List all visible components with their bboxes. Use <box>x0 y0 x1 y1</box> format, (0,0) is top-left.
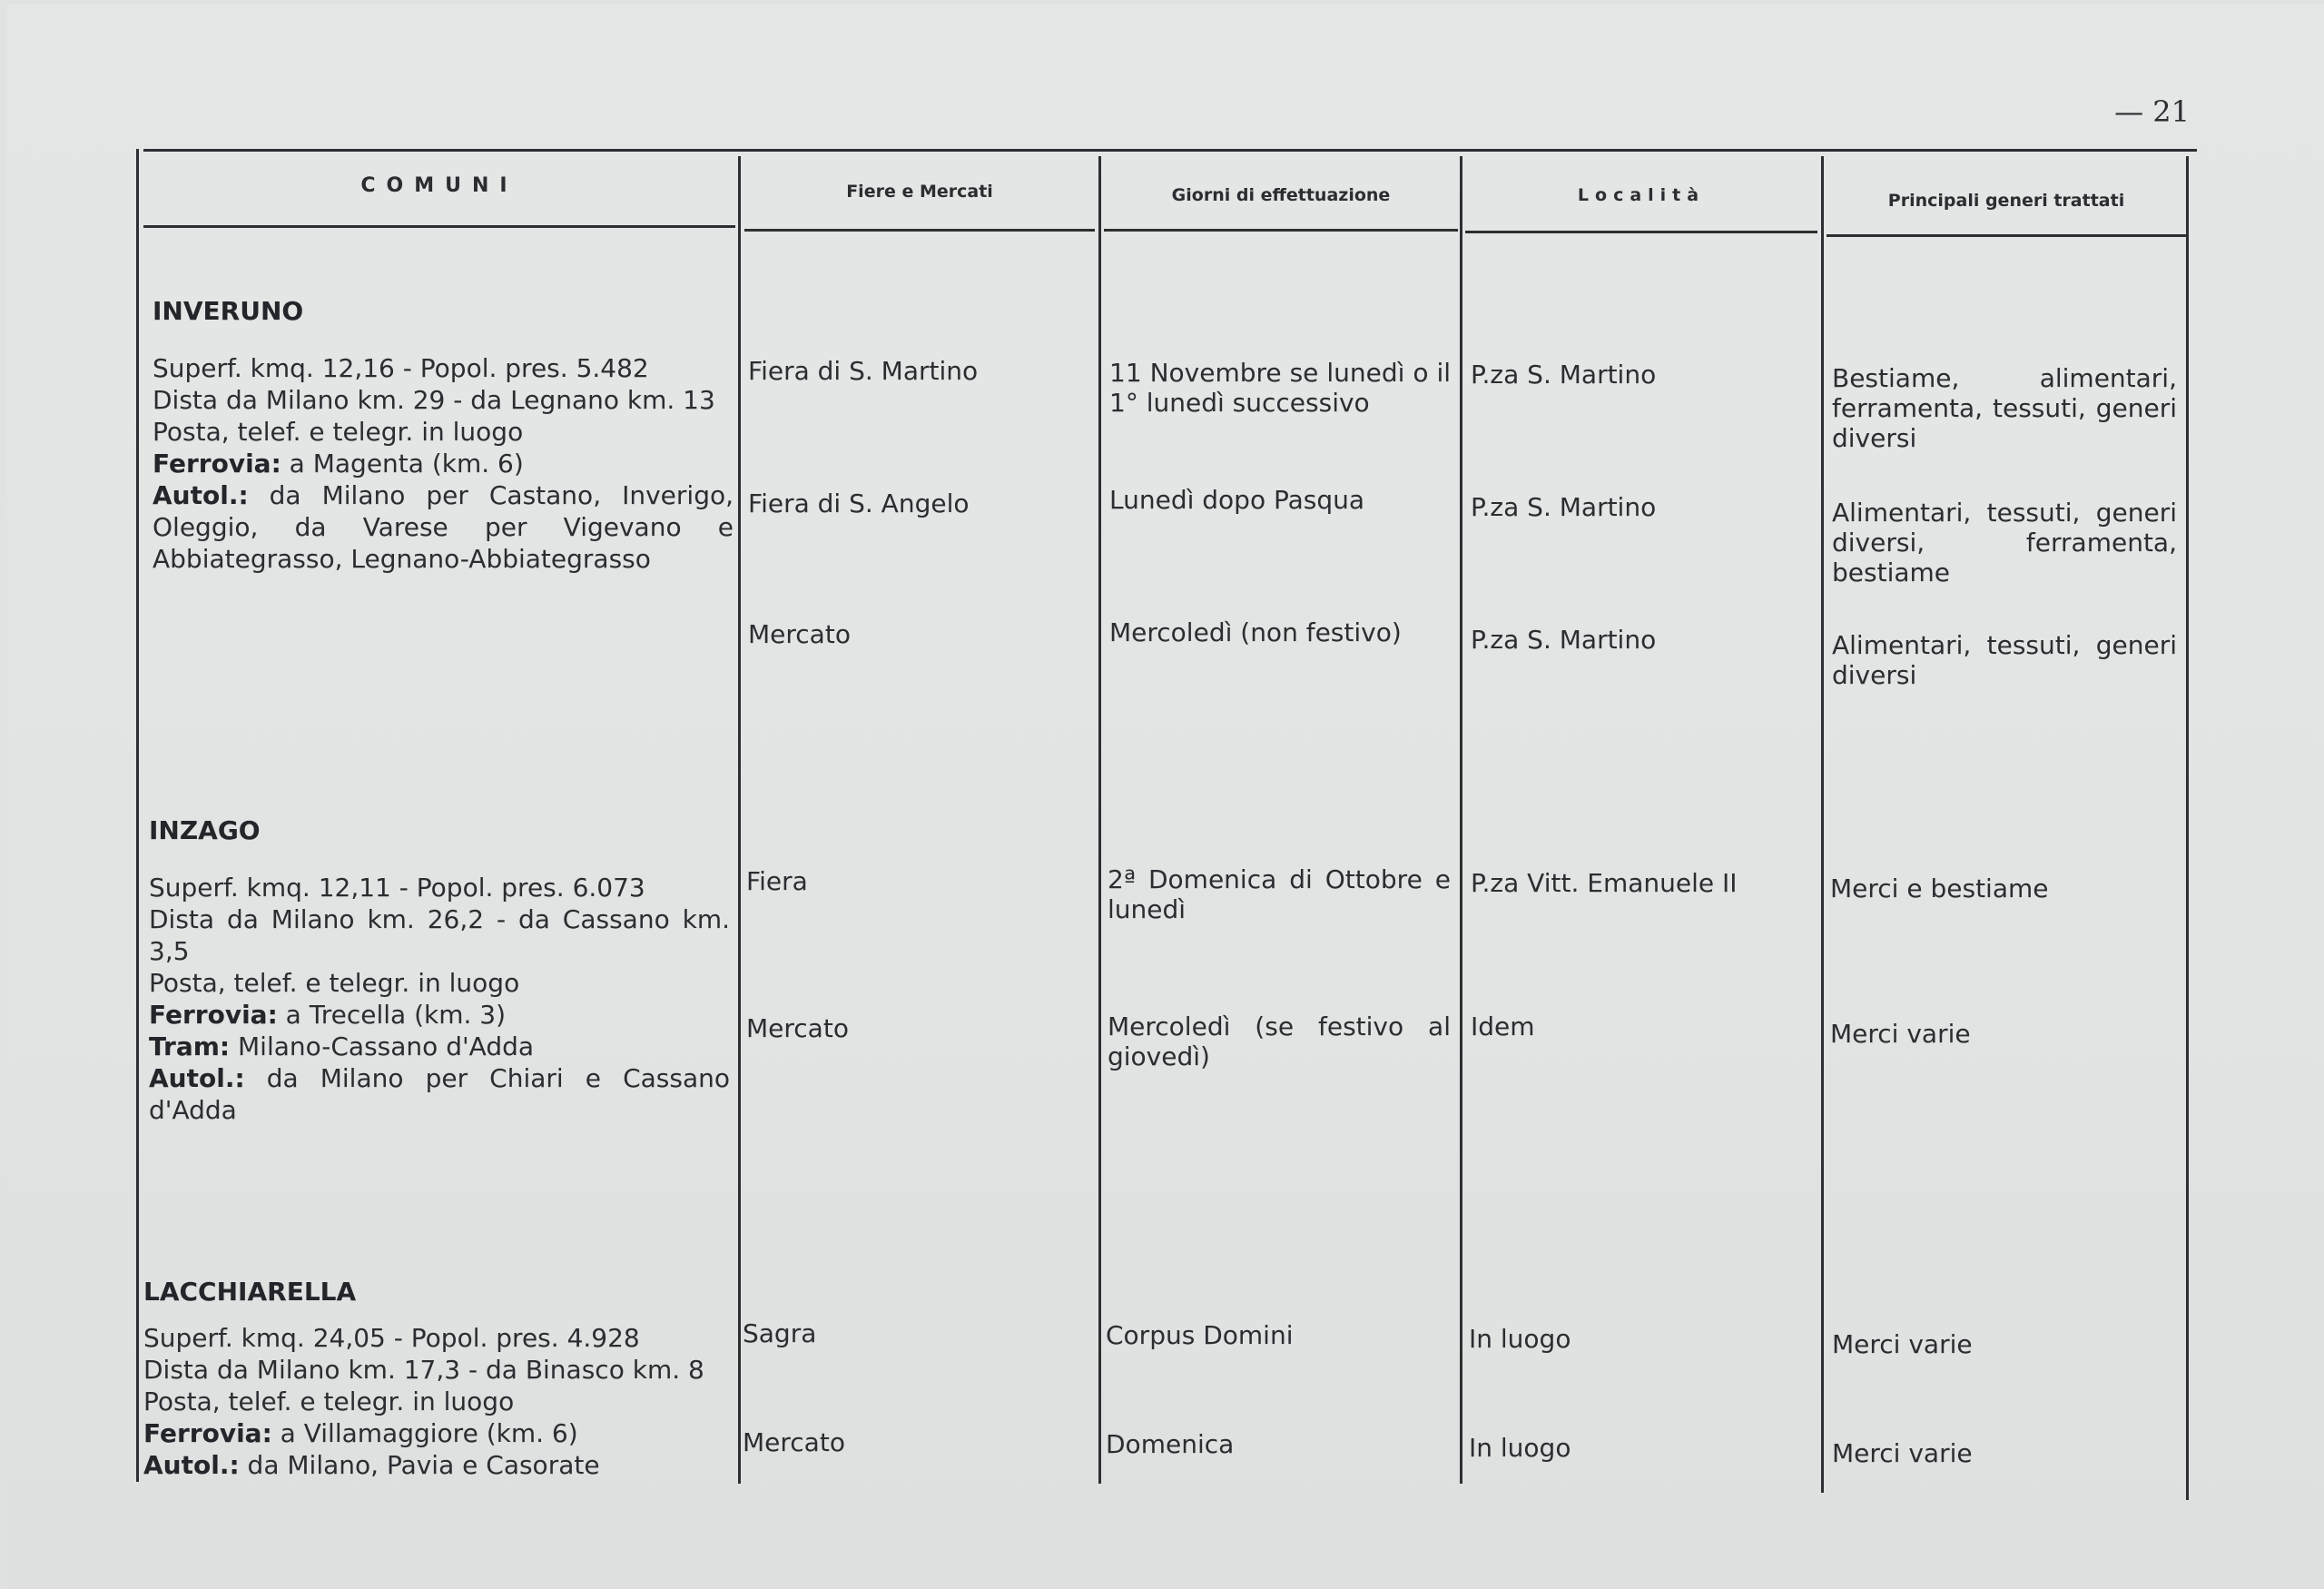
generi-cell: Alimentari, tessuti, generi diversi <box>1832 630 2177 690</box>
fiera-cell: Mercato <box>746 1013 849 1043</box>
column-divider <box>738 156 741 1484</box>
info-label: Autol.: <box>149 1063 245 1093</box>
localita-cell: Idem <box>1471 1012 1535 1041</box>
generi-cell: Merci varie <box>1832 1329 1973 1359</box>
info-label: Ferrovia: <box>149 1000 278 1030</box>
column-divider <box>1821 156 1824 1493</box>
column-divider <box>2186 156 2189 1500</box>
info-line: Posta, telef. e telegr. in luogo <box>149 968 520 998</box>
header-comuni: COMUNI <box>360 174 518 197</box>
info-line: Dista da Milano km. 26,2 - da Cassano km. 3,5 <box>149 904 730 966</box>
info-text: da Milano per Chiari e Cassano d'Adda <box>149 1063 730 1125</box>
info-line <box>149 1062 730 1126</box>
header-localita: Località <box>1577 185 1706 205</box>
giorni-cell: Domenica <box>1106 1429 1235 1459</box>
comune-info <box>149 872 730 1126</box>
generi-cell: Bestiame, alimentari, ferramenta, tessuti, generi diversi <box>1832 363 2177 453</box>
info-line: Dista da Milano km. 29 - da Legnano km. 13 <box>153 385 715 415</box>
giorni-cell: 2ª Domenica di Ottobre e lunedì <box>1108 864 1451 924</box>
info-label: Autol.: <box>143 1450 240 1480</box>
info-line <box>149 999 730 1031</box>
header-giorni: Giorni di effettuazione <box>1171 185 1391 205</box>
info-label: Autol.: <box>153 480 249 510</box>
header-rule <box>744 229 1095 232</box>
info-line <box>153 448 734 479</box>
header-rule <box>1104 229 1458 232</box>
localita-cell: P.za Vitt. Emanuele II <box>1471 868 1738 898</box>
info-label: Ferrovia: <box>153 449 281 479</box>
info-text: a Villamaggiore (km. 6) <box>271 1418 578 1448</box>
info-line <box>149 1031 730 1062</box>
info-text: da Milano per Castano, Inverigo, Oleggio, da Varese per Vigevano e Abbiategrasso, Legnano-Abbiategrasso <box>153 480 734 574</box>
column-divider <box>1460 156 1462 1484</box>
page-number: — 21 <box>2114 94 2190 129</box>
info-label: Tram: <box>149 1031 231 1061</box>
header-generi: Principali generi trattati <box>1887 191 2125 211</box>
localita-cell: In luogo <box>1469 1324 1571 1354</box>
table-top-rule <box>143 149 2197 152</box>
info-line <box>143 1449 724 1481</box>
info-line: Superf. kmq. 24,05 - Popol. pres. 4.928 <box>143 1323 640 1353</box>
info-line: Superf. kmq. 12,16 - Popol. pres. 5.482 <box>153 353 649 383</box>
giorni-cell: Mercoledì (non festivo) <box>1109 617 1402 647</box>
page <box>7 4 2324 1589</box>
header-rule <box>143 225 735 228</box>
comune-name: INZAGO <box>149 815 261 845</box>
comune-info <box>143 1322 724 1481</box>
generi-cell: Merci varie <box>1830 1019 1971 1049</box>
fiera-cell: Fiera di S. Angelo <box>748 489 970 518</box>
info-line <box>143 1417 724 1449</box>
info-line: Posta, telef. e telegr. in luogo <box>143 1387 515 1416</box>
info-text: Milano-Cassano d'Adda <box>230 1031 535 1061</box>
giorni-cell: 11 Novembre se lunedì o il 1° lunedì successivo <box>1109 358 1451 418</box>
localita-cell: P.za S. Martino <box>1471 360 1657 390</box>
fiera-cell: Mercato <box>748 619 851 649</box>
generi-cell: Alimentari, tessuti, generi diversi, ferramenta, bestiame <box>1832 498 2177 587</box>
column-divider <box>136 149 139 1482</box>
giorni-cell: Corpus Domini <box>1106 1320 1294 1350</box>
fiera-cell: Mercato <box>743 1427 845 1457</box>
header-rule <box>1465 231 1817 233</box>
info-line: Posta, telef. e telegr. in luogo <box>153 417 524 447</box>
info-label: Ferrovia: <box>143 1418 272 1448</box>
generi-cell: Merci varie <box>1832 1438 1973 1468</box>
info-text: a Magenta (km. 6) <box>281 449 524 479</box>
info-text: da Milano, Pavia e Casorate <box>239 1450 600 1480</box>
localita-cell: P.za S. Martino <box>1471 492 1657 522</box>
generi-cell: Merci e bestiame <box>1830 873 2049 903</box>
fiera-cell: Fiera di S. Martino <box>748 356 979 386</box>
comune-name: LACCHIARELLA <box>143 1277 357 1307</box>
giorni-cell: Lunedì dopo Pasqua <box>1109 485 1365 515</box>
fiera-cell: Sagra <box>743 1318 817 1348</box>
info-line <box>153 479 734 575</box>
info-line: Dista da Milano km. 17,3 - da Binasco km. 8 <box>143 1355 704 1385</box>
column-divider <box>1098 156 1101 1484</box>
header-fiere-mercati: Fiere e Mercati <box>846 182 993 202</box>
giorni-cell: Mercoledì (se festivo al giovedì) <box>1108 1012 1451 1071</box>
comune-name: INVERUNO <box>153 296 304 326</box>
header-rule <box>1827 234 2186 237</box>
info-text: a Trecella (km. 3) <box>277 1000 507 1030</box>
localita-cell: In luogo <box>1469 1433 1571 1463</box>
info-line: Superf. kmq. 12,11 - Popol. pres. 6.073 <box>149 873 645 903</box>
comune-info <box>153 352 734 575</box>
localita-cell: P.za S. Martino <box>1471 625 1657 655</box>
fiera-cell: Fiera <box>746 866 808 896</box>
